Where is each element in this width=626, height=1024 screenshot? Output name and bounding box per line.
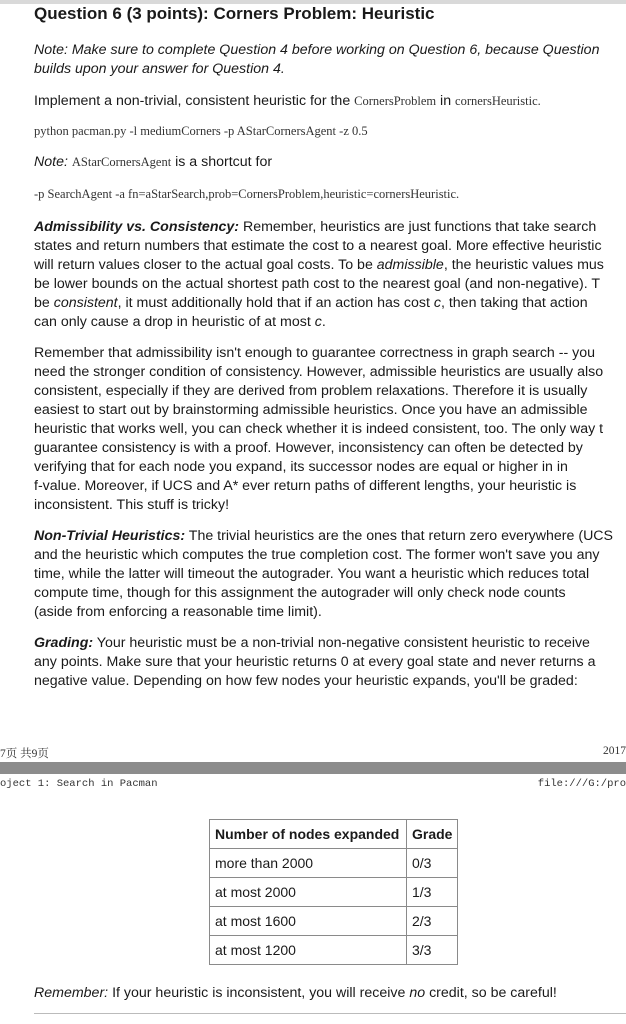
grade-cell: 3/3	[407, 936, 458, 965]
admissibility-line-3-end: , the heuristic values mus	[443, 257, 604, 273]
shortcut-note-label: Note:	[34, 154, 68, 170]
consistency-line-4: easiest to start out by brainstorming admissible heuristics. Once you have an admissible	[34, 402, 588, 418]
admissibility-paragraph	[34, 218, 626, 332]
consistency-paragraph	[34, 344, 626, 515]
admissibility-line-1: Remember, heuristics are just functions that take search	[239, 219, 597, 235]
shortcut-note-text: is a shortcut for	[171, 154, 273, 170]
grade-cell: 0/3	[407, 849, 458, 878]
nodes-cell: at most 1200	[210, 936, 407, 965]
admissibility-line-5-end: , then taking that action	[440, 295, 588, 311]
page-title: Question 6 (3 points): Corners Problem: Heuristic	[34, 4, 435, 23]
final-remember-pre: If your heuristic is inconsistent, you will receive	[108, 985, 410, 1001]
final-remember-label: Remember:	[34, 985, 109, 1001]
implement-text-pre: Implement a non-trivial, consistent heuristic for the	[34, 93, 355, 109]
print-footer	[0, 743, 626, 761]
table-row	[210, 849, 458, 878]
consistency-line-9: inconsistent. This stuff is tricky!	[34, 497, 230, 513]
table-row	[210, 936, 458, 965]
admissibility-line-3: will return values closer to the actual goal costs. To be	[34, 257, 377, 273]
consistency-line-6: guarantee consistency is with a proof. However, inconsistency can often be detected by	[34, 440, 583, 456]
no-credit-term: no	[409, 985, 426, 1001]
grading-line-3: negative value. Depending on how few nodes your heuristic expands, you'll be graded:	[34, 673, 578, 689]
grade-cell: 1/3	[407, 878, 458, 907]
command-line-2: -p SearchAgent -a fn=aStarSearch,prob=CornersProblem,heuristic=cornersHeuristic.	[34, 187, 460, 201]
corners-heuristic-code: cornersHeuristic.	[455, 94, 541, 108]
command-line: python pacman.py -l mediumCorners -p AStarCornersAgent -z 0.5	[34, 124, 368, 138]
table-row	[210, 907, 458, 936]
non-trivial-line-5: (aside from enforcing a reasonable time limit).	[34, 604, 322, 620]
non-trivial-paragraph	[34, 527, 626, 622]
implement-paragraph	[34, 92, 626, 111]
consistency-line-3: consistent, especially if they are derived from problem relaxations. Therefore it is usually	[34, 383, 588, 399]
admissibility-title: Admissibility vs. Consistency:	[34, 219, 239, 235]
final-remember-post: credit, so be careful!	[425, 985, 557, 1001]
non-trivial-line-2: and the heuristic which computes the true completion cost. The former won't save you any	[34, 547, 600, 563]
non-trivial-line-3: time, while the latter will timeout the autograder. You want a heuristic which reduces total	[34, 566, 590, 582]
corners-problem-code: CornersProblem	[354, 94, 437, 108]
table-header-row	[210, 820, 458, 849]
implement-text-mid: in	[436, 93, 456, 109]
grading-title: Grading:	[34, 635, 94, 651]
consistency-line-5: heuristic that works well, you can check whether it is indeed consistent, too. The only way t	[34, 421, 604, 437]
bottom-divider	[34, 1013, 626, 1014]
column-header-nodes: Number of nodes expanded	[210, 820, 407, 849]
print-header	[0, 776, 626, 794]
consistency-line-8: f-value. Moreover, if UCS and A* ever return paths of different lengths, your heuristic is	[34, 478, 577, 494]
grading-line-2: any points. Make sure that your heuristic returns 0 at every goal state and never returns a	[34, 654, 596, 670]
note-line-2: builds upon your answer for Question 4.	[34, 61, 285, 77]
note-paragraph	[34, 41, 626, 79]
admissibility-line-6: can only cause a drop in heuristic of at most	[34, 314, 315, 330]
consistency-line-1: Remember that admissibility isn't enough to guarantee correctness in graph search -- you	[34, 345, 596, 361]
admissible-term: admissible	[376, 257, 444, 273]
grading-line-1: Your heuristic must be a non-trivial non-negative consistent heuristic to receive	[93, 635, 590, 651]
grading-table	[209, 819, 458, 965]
print-footer-page-count: 7页 共9页	[0, 748, 49, 760]
grade-cell: 2/3	[407, 907, 458, 936]
consistency-line-7: verifying that for each node you expand, its successor nodes are equal or higher in in	[34, 459, 568, 475]
table-row	[210, 878, 458, 907]
non-trivial-title: Non-Trivial Heuristics:	[34, 528, 186, 544]
non-trivial-line-1: The trivial heuristics are the ones that return zero everywhere (UCS	[185, 528, 614, 544]
cost-c-term: c	[433, 295, 441, 311]
admissibility-line-5: be	[34, 295, 54, 311]
nodes-cell: at most 1600	[210, 907, 407, 936]
astar-corners-agent-code: AStarCornersAgent	[71, 155, 172, 169]
admissibility-line-5-mid: , it must additionally hold that if an action has cost	[117, 295, 434, 311]
print-header-title: oject 1: Search in Pacman	[0, 778, 158, 790]
nodes-cell: more than 2000	[210, 849, 407, 878]
print-footer-date: 2017	[603, 745, 626, 757]
non-trivial-line-4: compute time, though for this assignment the autograder will only check node counts	[34, 585, 566, 601]
page-break-band	[0, 762, 626, 774]
consistency-line-2: need the stronger condition of consistency. However, admissible heuristics are usually also	[34, 364, 604, 380]
column-header-grade: Grade	[407, 820, 458, 849]
consistent-term: consistent	[53, 295, 118, 311]
shortcut-note	[34, 153, 626, 172]
admissibility-line-6-end: .	[321, 314, 326, 330]
note-line-1: Note: Make sure to complete Question 4 before working on Question 6, because Question	[34, 42, 600, 58]
print-header-url: file:///G:/pro	[537, 778, 626, 790]
grading-paragraph	[34, 634, 626, 691]
admissibility-line-2: states and return numbers that estimate the cost to a nearest goal. More effective heuristic	[34, 238, 602, 254]
nodes-cell: at most 2000	[210, 878, 407, 907]
final-remember-note	[34, 984, 626, 1003]
admissibility-line-4: be lower bounds on the actual shortest path cost to the nearest goal (and non-negative). T	[34, 276, 601, 292]
cost-c-term-2: c	[314, 314, 322, 330]
